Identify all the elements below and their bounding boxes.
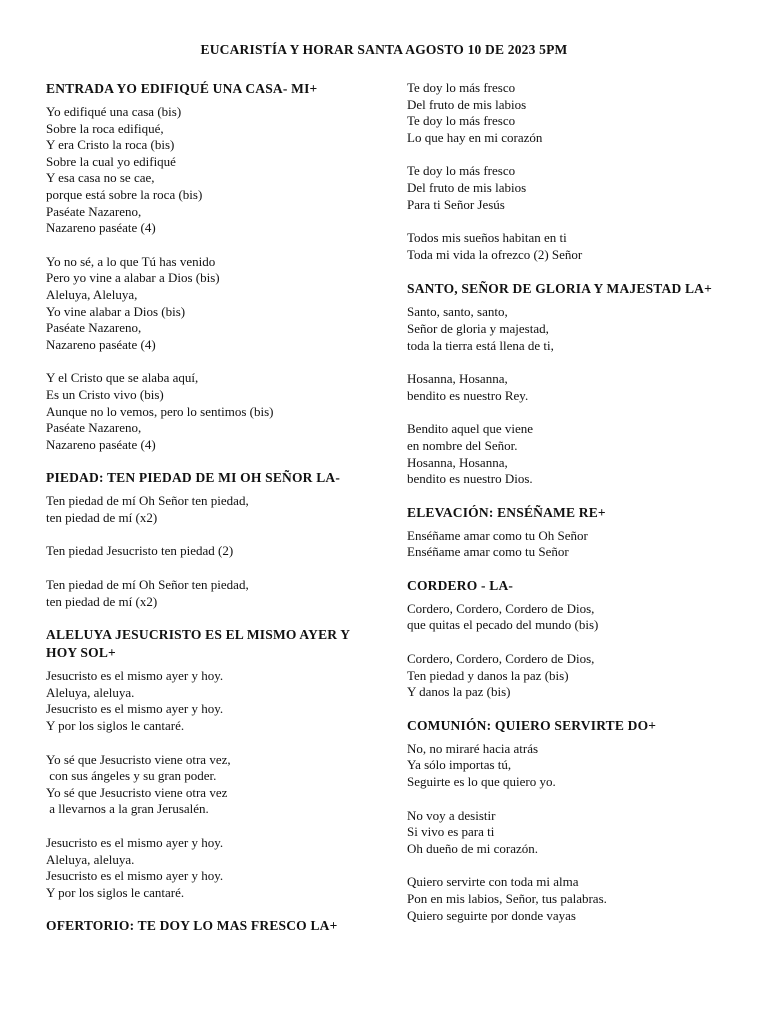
song-section [46, 626, 376, 901]
stanza [46, 752, 376, 818]
lyric-line: a llevarnos a la gran Jerusalén. [46, 801, 209, 817]
section-heading: ENTRADA YO EDIFIQUÉ UNA CASA- MI+ [46, 81, 318, 96]
stanza [407, 651, 737, 701]
lyric-line: Señor de gloria y majestad, [407, 320, 549, 336]
section-heading: ALELUYA JESUCRISTO ES EL MISMO AYER Y HOY SOL+ [46, 627, 350, 661]
lyric-line: Bendito aquel que viene [407, 421, 533, 437]
lyric-line: Oh dueño de mi corazón. [407, 840, 539, 856]
section-heading: COMUNIÓN: QUIERO SERVIRTE DO+ [407, 717, 657, 733]
section-heading: ELEVACIÓN: ENSÉÑAME RE+ [407, 504, 606, 520]
lyric-line: Y el Cristo que se alaba aquí, [46, 370, 199, 386]
stanza [46, 835, 376, 901]
lyric-line: Te doy lo más fresco [407, 113, 516, 129]
stanza [407, 601, 737, 634]
lyric-line: Aleluya, aleluya. [46, 851, 135, 867]
lyric-line: Cordero, Cordero, Cordero de Dios, [407, 651, 595, 667]
lyric-line: Aleluya, aleluya. [46, 684, 135, 700]
song-section [46, 917, 376, 935]
lyric-line: Y era Cristo la roca (bis) [46, 137, 175, 153]
song-section [46, 469, 376, 610]
lyric-line: Hosanna, Hosanna, [407, 454, 508, 470]
lyric-line: Todos mis sueños habitan en ti [407, 230, 567, 246]
lyric-line: Jesucristo es el mismo ayer y hoy. [46, 668, 224, 684]
lyric-line: con sus ángeles y su gran poder. [46, 768, 217, 784]
lyric-line: Jesucristo es el mismo ayer y hoy. [46, 701, 224, 717]
lyric-line: Paséate Nazareno, [46, 420, 142, 436]
lyric-line: Jesucristo es el mismo ayer y hoy. [46, 868, 224, 884]
lyric-line: Ten piedad de mí Oh Señor ten piedad, [46, 493, 249, 509]
stanza [407, 874, 737, 924]
lyric-line: Lo que hay en mi corazón [407, 129, 543, 145]
lyric-line: Nazareno paséate (4) [46, 220, 156, 236]
lyric-line: ten piedad de mí (x2) [46, 593, 158, 609]
lyric-line: ten piedad de mí (x2) [46, 509, 158, 525]
stanza [407, 80, 737, 146]
lyric-line: Te doy lo más fresco [407, 80, 516, 95]
song-section [407, 504, 737, 561]
page-title: EUCARISTÍA Y HORAR SANTA AGOSTO 10 DE 2023 5PM [200, 42, 568, 57]
lyric-line: Y esa casa no se cae, [46, 170, 155, 186]
lyric-line: en nombre del Señor. [407, 437, 518, 453]
lyric-line: Y por los siglos le cantaré. [46, 718, 185, 734]
stanza [407, 371, 737, 404]
lyric-line: Del fruto de mis labios [407, 96, 527, 112]
lyric-line: Ten piedad de mí Oh Señor ten piedad, [46, 577, 249, 593]
lyric-line: porque está sobre la roca (bis) [46, 186, 203, 202]
lyric-line: toda la tierra está llena de ti, [407, 337, 554, 353]
lyric-line: Paséate Nazareno, [46, 320, 142, 336]
song-section [407, 717, 737, 924]
section-heading: OFERTORIO: TE DOY LO MAS FRESCO LA+ [46, 918, 338, 934]
lyric-line: Para ti Señor Jesús [407, 196, 505, 212]
lyric-line: Pon en mis labios, Señor, tus palabras. [407, 891, 607, 906]
lyric-line: Pero yo vine a alabar a Dios (bis) [46, 270, 220, 286]
stanza [46, 493, 376, 526]
song-section [407, 80, 737, 263]
lyric-line: Si vivo es para ti [407, 824, 495, 840]
lyric-line: Seguirte es lo que quiero yo. [407, 774, 556, 790]
lyric-line: Ten piedad Jesucristo ten piedad (2) [46, 543, 234, 559]
lyric-line: Nazareno paséate (4) [46, 336, 156, 352]
stanza [407, 808, 737, 858]
lyric-line: Toda mi vida la ofrezco (2) Señor [407, 246, 583, 262]
lyric-line: No, no miraré hacia atrás [407, 740, 539, 756]
lyric-line: Te doy lo más fresco [407, 163, 516, 179]
stanza [46, 370, 376, 453]
section-heading: SANTO, SEÑOR DE GLORIA Y MAJESTAD LA+ [407, 281, 713, 297]
lyric-line: que quitas el pecado del mundo (bis) [407, 617, 599, 633]
left-column [46, 80, 376, 951]
lyric-line: Aunque no lo vemos, pero lo sentimos (bis) [46, 403, 274, 419]
lyric-line: Nazareno paséate (4) [46, 436, 156, 452]
lyric-line: Es un Cristo vivo (bis) [46, 386, 164, 402]
section-heading: PIEDAD: TEN PIEDAD DE MI OH SEÑOR LA- [46, 470, 341, 486]
lyric-line: Enséñame amar como tu Oh Señor [407, 527, 588, 543]
lyric-line: Quiero seguirte por donde vayas [407, 907, 576, 923]
stanza [46, 543, 376, 560]
lyric-line: Del fruto de mis labios [407, 179, 527, 195]
section-heading: CORDERO - LA- [407, 577, 514, 593]
lyric-line: Yo sé que Jesucristo viene otra vez [46, 784, 228, 800]
song-section [46, 80, 376, 453]
lyric-line: Cordero, Cordero, Cordero de Dios, [407, 600, 595, 616]
lyric-line: Ten piedad y danos la paz (bis) [407, 667, 569, 683]
song-section [407, 280, 737, 487]
lyric-line: Yo vine alabar a Dios (bis) [46, 303, 186, 319]
lyric-line: No voy a desistir [407, 807, 496, 823]
lyric-line: Aleluya, Aleluya, [46, 286, 138, 302]
lyric-line: Y por los siglos le cantaré. [46, 884, 185, 900]
lyric-line: Sobre la cual yo edifiqué [46, 153, 176, 169]
lyric-line: Yo no sé, a lo que Tú has venido [46, 253, 216, 269]
lyric-line: Yo edifiqué una casa (bis) [46, 104, 182, 119]
stanza [407, 528, 737, 561]
lyric-line: Ya sólo importas tú, [407, 757, 512, 773]
stanza [46, 668, 376, 734]
stanza [407, 741, 737, 791]
lyric-line: bendito es nuestro Dios. [407, 471, 533, 487]
stanza [407, 421, 737, 487]
stanza [407, 163, 737, 213]
lyric-line: Sobre la roca edifiqué, [46, 120, 164, 136]
lyric-line: Hosanna, Hosanna, [407, 371, 508, 387]
song-section [407, 577, 737, 701]
stanza [46, 577, 376, 610]
lyric-line: Enséñame amar como tu Señor [407, 544, 569, 560]
right-column [407, 80, 737, 940]
stanza [407, 304, 737, 354]
lyric-line: Paséate Nazareno, [46, 203, 142, 219]
lyric-line: bendito es nuestro Rey. [407, 387, 529, 403]
stanza [46, 104, 376, 237]
lyric-line: Santo, santo, santo, [407, 304, 508, 320]
lyric-line: Yo sé que Jesucristo viene otra vez, [46, 751, 231, 767]
stanza [407, 230, 737, 263]
lyric-line: Quiero servirte con toda mi alma [407, 874, 579, 890]
lyric-line: Y danos la paz (bis) [407, 684, 511, 700]
stanza [46, 254, 376, 354]
lyric-line: Jesucristo es el mismo ayer y hoy. [46, 835, 224, 850]
